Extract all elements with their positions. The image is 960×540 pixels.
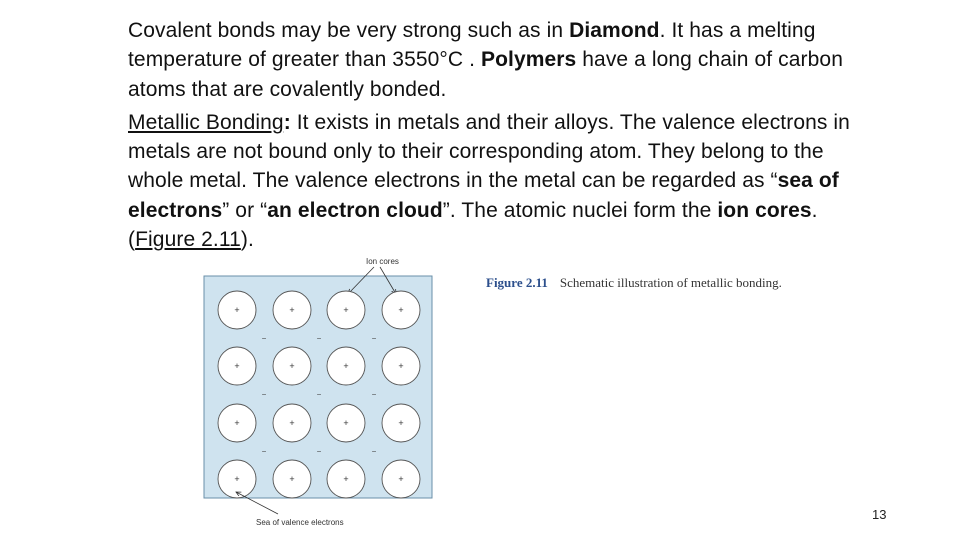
heading-colon: : bbox=[283, 110, 291, 134]
text-run: It exists in metals and their alloys. The valence electrons in metals are not bound only to their corresponding atom. They belong to the whole metal. The valence electrons in the metal can be regarded as “ bbox=[128, 110, 850, 193]
text-run: ”. The atomic nuclei form the bbox=[442, 198, 718, 222]
ion-charge-label: + bbox=[289, 418, 295, 428]
sea-of-electrons-term: sea of electrons bbox=[128, 169, 839, 222]
text-run: . ( bbox=[128, 198, 818, 252]
text-run: ” or “ bbox=[222, 198, 268, 222]
electron-cloud-term: an electron cloud bbox=[267, 198, 443, 222]
valence-electron: − bbox=[261, 447, 267, 456]
covalent-paragraph bbox=[128, 16, 868, 104]
figure-link[interactable]: Figure 2.11 bbox=[135, 228, 241, 252]
page-number: 13 bbox=[872, 507, 887, 522]
text-run: ). bbox=[240, 228, 254, 252]
text-run: Covalent bonds may be very strong such as in bbox=[128, 19, 570, 42]
valence-electron: − bbox=[261, 390, 267, 399]
ion-charge-label: + bbox=[289, 361, 295, 371]
figure-caption-text: Schematic illustration of metallic bonding. bbox=[559, 275, 782, 290]
ion-charge-label: + bbox=[234, 361, 240, 371]
figure-caption bbox=[486, 274, 786, 291]
ion-charge-label: + bbox=[234, 418, 240, 428]
valence-electron: − bbox=[371, 334, 377, 343]
valence-electron: − bbox=[316, 334, 322, 343]
ion-charge-label: + bbox=[398, 305, 404, 315]
ion-cores-label: Ion cores bbox=[366, 257, 399, 266]
ion-charge-label: + bbox=[398, 361, 404, 371]
valence-electron: − bbox=[261, 334, 267, 343]
ion-cores-term: ion cores bbox=[717, 198, 812, 222]
text-run: . It has a melting temperature of greater than 3550°C . bbox=[128, 19, 816, 72]
ion-charge-label: + bbox=[234, 474, 240, 484]
text-run: have a long chain of carbon atoms that are covalently bonded. bbox=[128, 48, 843, 101]
ion-charge-label: + bbox=[343, 474, 349, 484]
ion-charge-label: + bbox=[398, 418, 404, 428]
valence-electron: − bbox=[371, 390, 377, 399]
valence-electron: − bbox=[371, 447, 377, 456]
ion-charge-label: + bbox=[343, 361, 349, 371]
slide-body-text bbox=[128, 16, 868, 254]
ion-charge-label: + bbox=[343, 305, 349, 315]
metallic-bonding-heading: Metallic Bonding bbox=[128, 110, 284, 134]
ion-charge-label: + bbox=[398, 474, 404, 484]
valence-electron: − bbox=[316, 390, 322, 399]
valence-electron: − bbox=[316, 447, 322, 456]
diamond-term: Diamond bbox=[569, 19, 660, 42]
figure-number: Figure 2.11 bbox=[486, 275, 548, 290]
polymers-term: Polymers bbox=[480, 48, 577, 72]
sea-of-valence-electrons-label: Sea of valence electrons bbox=[256, 518, 344, 527]
ion-charge-label: + bbox=[289, 474, 295, 484]
ion-charge-label: + bbox=[234, 305, 240, 315]
metallic-paragraph bbox=[128, 108, 868, 254]
metallic-bonding-figure bbox=[196, 252, 446, 532]
ion-charge-label: + bbox=[289, 305, 295, 315]
ion-charge-label: + bbox=[343, 418, 349, 428]
